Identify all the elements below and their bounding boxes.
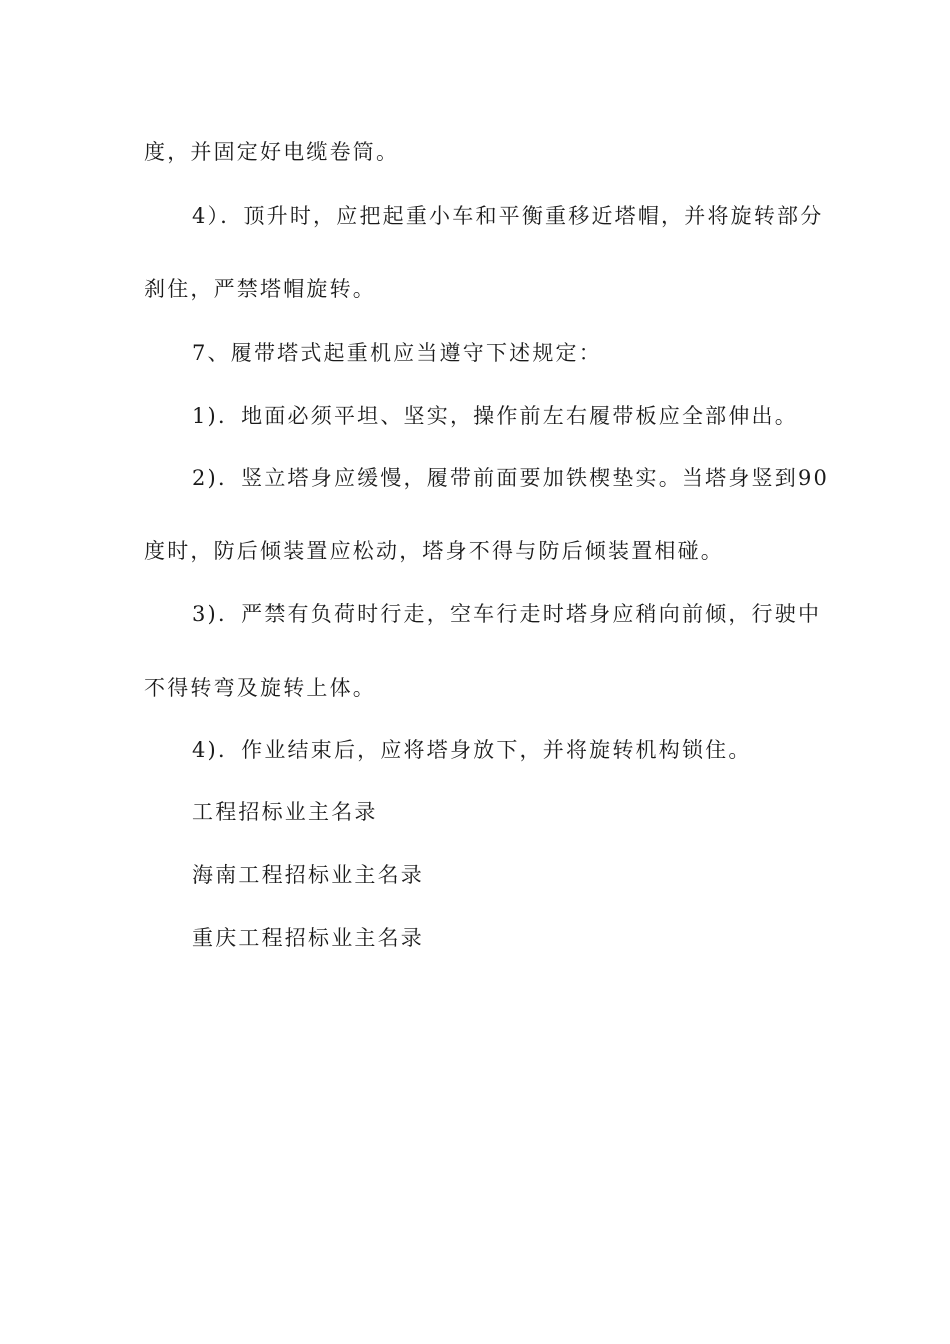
paragraph-item-2-line-1: 2)．竖立塔身应缓慢，履带前面要加铁楔垫实。当塔身竖到90	[192, 466, 830, 490]
section-heading-7: 7、履带塔式起重机应当遵守下述规定：	[192, 341, 602, 365]
paragraph-item-3-line-1: 3)．严禁有负荷时行走，空车行走时塔身应稍向前倾，行驶中	[192, 602, 822, 626]
paragraph-continuation: 度，并固定好电缆卷筒。	[144, 140, 400, 164]
paragraph-item-3-line-2: 不得转弯及旋转上体。	[144, 676, 376, 700]
paragraph-item-4-line-1: 4）．顶升时，应把起重小车和平衡重移近塔帽，并将旋转部分	[192, 204, 824, 228]
paragraph-item-1: 1)．地面必须平坦、坚实，操作前左右履带板应全部伸出。	[192, 404, 798, 428]
paragraph-item-4b: 4)．作业结束后，应将塔身放下，并将旋转机构锁住。	[192, 738, 752, 762]
directory-link-chongqing: 重庆工程招标业主名录	[192, 926, 424, 950]
directory-link-general: 工程招标业主名录	[192, 800, 378, 824]
directory-link-hainan: 海南工程招标业主名录	[192, 863, 424, 887]
paragraph-item-2-line-2: 度时，防后倾装置应松动，塔身不得与防后倾装置相碰。	[144, 539, 724, 563]
paragraph-item-4-line-2: 刹住，严禁塔帽旋转。	[144, 277, 376, 301]
